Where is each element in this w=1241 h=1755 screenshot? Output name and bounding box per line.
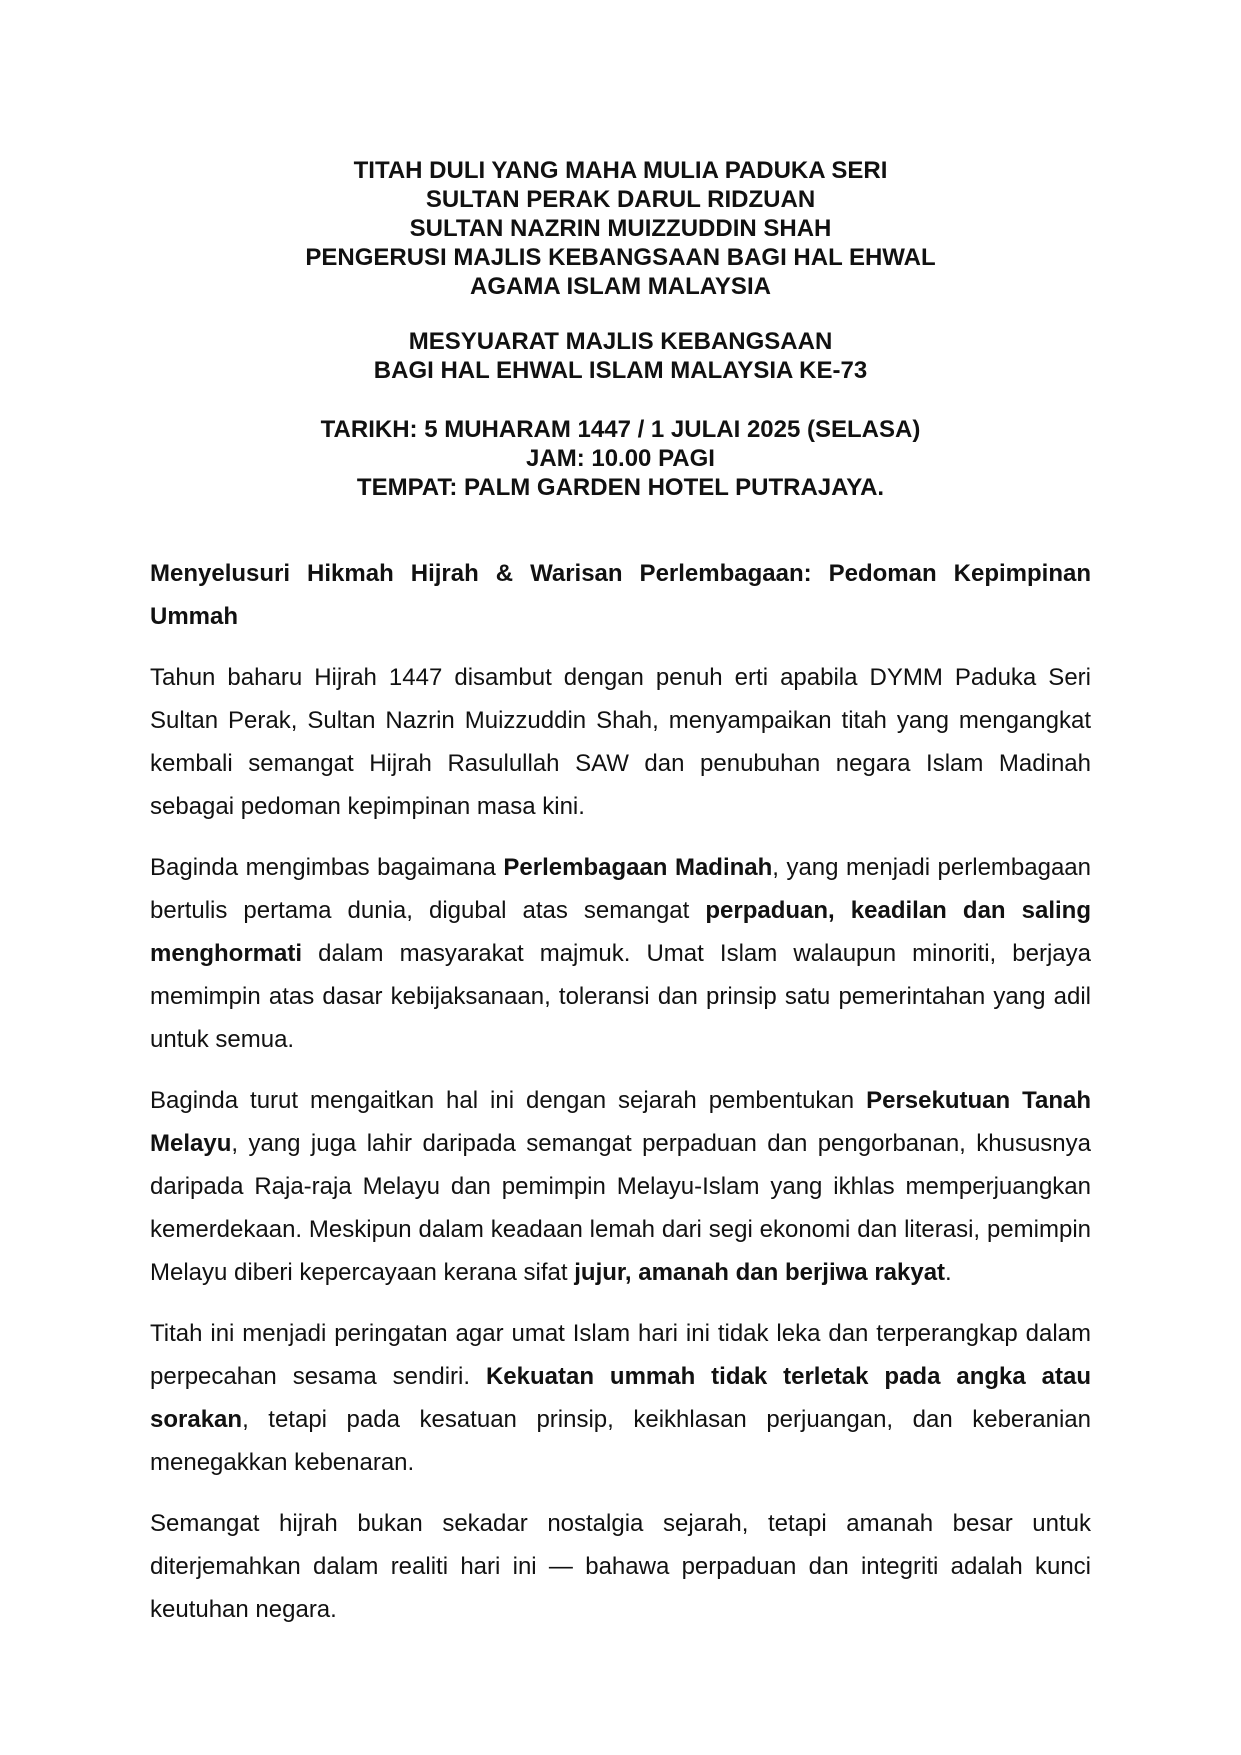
paragraph-text: Baginda turut mengaitkan hal ini dengan sejarah pembentukan — [150, 1087, 867, 1114]
paragraph-text: . — [945, 1259, 952, 1286]
meeting-line: BAGI HAL EHWAL ISLAM MALAYSIA KE-73 — [373, 357, 868, 384]
title-line: SULTAN PERAK DARUL RIDZUAN — [425, 186, 816, 213]
paragraph-text: , tetapi pada kesatuan prinsip, keikhlasan perjuangan, dan keberanian menegakkan kebenaran. — [150, 1406, 1091, 1476]
speech-title — [150, 156, 1091, 301]
title-line: SULTAN NAZRIN MUIZZUDDIN SHAH — [409, 215, 832, 242]
paragraph-text: Semangat hijrah bukan sekadar nostalgia sejarah, tetapi amanah besar untuk diterjemahkan dalam realiti hari ini — bahawa perpaduan dan integriti adalah kunci keutuhan negara. — [150, 1510, 1091, 1623]
bold-phrase: Perlembagaan Madinah — [503, 854, 773, 881]
bold-phrase: Kekuatan ummah tidak terletak pada angka atau sorakan — [150, 1363, 1091, 1433]
event-date: TARIKH: 5 MUHARAM 1447 / 1 JULAI 2025 (SELASA) — [320, 416, 921, 443]
paragraph-text: Baginda mengimbas bagaimana — [150, 854, 504, 881]
paragraph — [150, 656, 1091, 828]
event-venue: TEMPAT: PALM GARDEN HOTEL PUTRAJAYA. — [356, 474, 885, 501]
paragraph-text: , yang juga lahir daripada semangat perpaduan dan pengorbanan, khususnya daripada Raja-raja Melayu dan pemimpin Melayu-Islam yang ikhlas memperjuangkan kemerdekaan. Meskipun dalam keadaan lemah dari segi ekonomi dan literasi, pemimpin Melayu diberi kepercayaan kerana sifat — [150, 1130, 1091, 1286]
title-line: TITAH DULI YANG MAHA MULIA PADUKA SERI — [353, 157, 888, 184]
title-line: PENGERUSI MAJLIS KEBANGSAAN BAGI HAL EHWAL — [305, 244, 936, 271]
article-heading: Menyelusuri Hikmah Hijrah & Warisan Perlembagaan: Pedoman Kepimpinan Ummah — [150, 560, 1091, 630]
paragraph — [150, 1502, 1091, 1631]
bold-phrase: perpaduan, keadilan dan saling menghormati — [150, 897, 1091, 967]
paragraph — [150, 846, 1091, 1061]
paragraph — [150, 1079, 1091, 1294]
title-line: AGAMA ISLAM MALAYSIA — [470, 273, 771, 300]
meeting-line: MESYUARAT MAJLIS KEBANGSAAN — [408, 328, 833, 355]
paragraph-text: Titah ini menjadi peringatan agar umat Islam hari ini tidak leka dan terperangkap dalam perpecahan sesama sendiri. — [150, 1320, 1091, 1390]
article-body — [150, 552, 1091, 1649]
bold-phrase: jujur, amanah dan berjiwa rakyat — [574, 1259, 946, 1286]
paragraph-text: Tahun baharu Hijrah 1447 disambut dengan penuh erti apabila DYMM Paduka Seri Sultan Perak, Sultan Nazrin Muizzuddin Shah, menyampaikan titah yang mengangkat kembali semangat Hijrah Rasulullah SAW dan penubuhan negara Islam Madinah sebagai pedoman kepimpinan masa kini. — [150, 664, 1091, 820]
event-time: JAM: 10.00 PAGI — [526, 445, 715, 472]
paragraph-text: dalam masyarakat majmuk. Umat Islam walaupun minoriti, berjaya memimpin atas dasar kebijaksanaan, toleransi dan prinsip satu pemerintahan yang adil untuk semua. — [150, 940, 1091, 1053]
event-details — [150, 415, 1091, 502]
bold-phrase: Persekutuan Tanah Melayu — [150, 1087, 1091, 1157]
paragraph-text: , yang menjadi perlembagaan bertulis pertama dunia, digubal atas semangat — [150, 854, 1091, 924]
meeting-title — [150, 327, 1091, 385]
paragraph — [150, 1312, 1091, 1484]
